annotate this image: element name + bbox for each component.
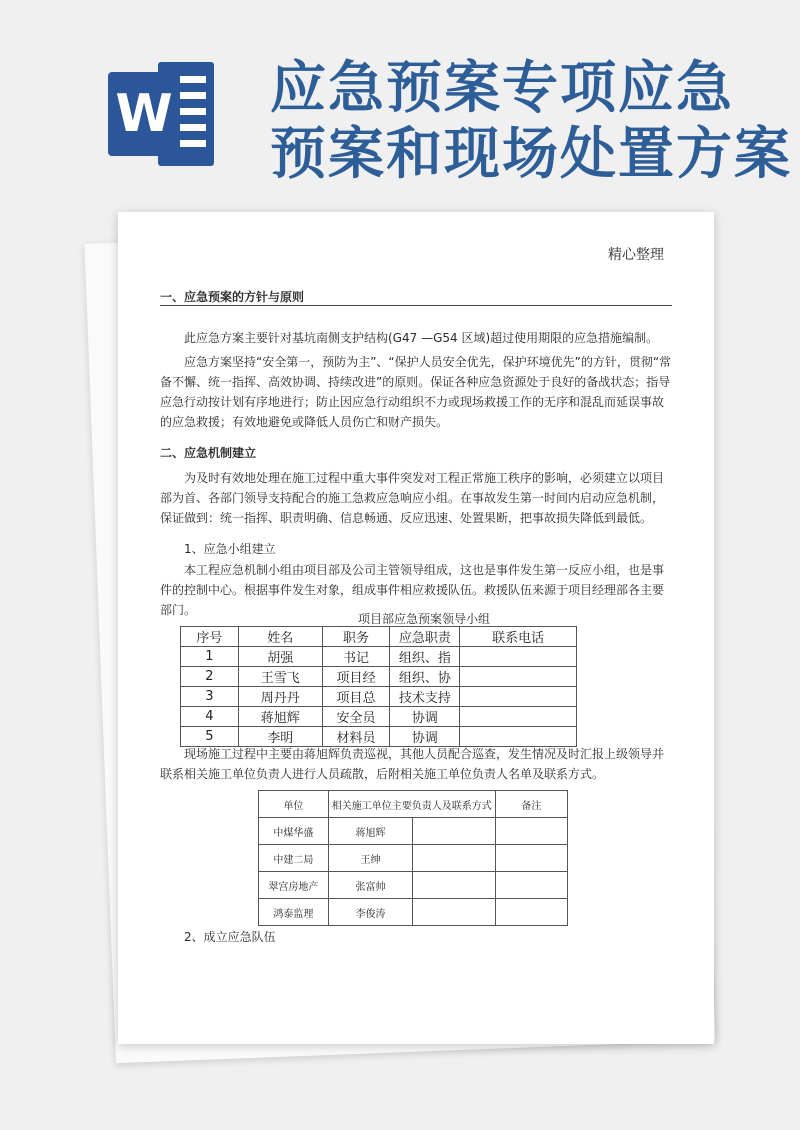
table-cell: [460, 647, 577, 667]
after-table-1-paragraph: 现场施工过程中主要由蒋旭辉负责巡视，其他人员配合巡查，发生情况及时汇报上级领导并联系相关施工单位负责人进行人员疏散，后附相关施工单位负责人名单及联系方式。: [160, 747, 665, 781]
table-cell: 蒋旭辉: [238, 707, 322, 727]
table-row: [259, 899, 568, 926]
table-cell: 蒋旭辉: [328, 818, 413, 845]
table-cell: [495, 845, 567, 872]
contractor-contacts-table: [258, 790, 568, 926]
table-row: [259, 845, 568, 872]
table-cell: 协调: [390, 707, 460, 727]
table-cell: [495, 818, 567, 845]
header-note: 精心整理: [608, 247, 664, 263]
table-cell: 翠宫房地产: [259, 872, 329, 899]
page-line: [178, 140, 206, 147]
table-cell: 鸿泰监理: [259, 899, 329, 926]
page-line: [178, 76, 206, 83]
table-cell: 王雪飞: [238, 667, 322, 687]
subsection-1-heading: 1、应急小组建立: [184, 542, 276, 556]
table-cell: 项目总: [322, 687, 390, 707]
banner-title-line-2: 预案和现场处置方案: [270, 122, 792, 187]
table-cell: [495, 899, 567, 926]
table-cell: 组织、协: [390, 667, 460, 687]
table-cell: 4: [181, 707, 239, 727]
table-cell: [413, 899, 495, 926]
section-1-paragraph-1: 此应急方案主要针对基坑南侧支护结构(G47 —G54 区域)超过使用期限的应急措施编制。: [184, 331, 659, 345]
section-1-paragraph-2: 应急方案坚持“安全第一，预防为主”、“保护人员安全优先，保护环境优先”的方针，贯彻“常备不懈、统一指挥、高效协调、持续改进”的原则。保证各种应急资源处于良好的备战状态；指导应急行动按计划有序地进行；防止因应急行动组织不力或现场救援工作的无序和混乱而延误事故的应急救援；有效地避免或降低人员伤亡和财产损失。: [160, 355, 672, 429]
table-header-cell: 备注: [495, 791, 567, 818]
table-header-cell: 应急职责: [390, 627, 460, 647]
table-row: [181, 687, 577, 707]
table-cell: 技术支持: [390, 687, 460, 707]
table-cell: [460, 687, 577, 707]
table-header-cell: 姓名: [238, 627, 322, 647]
table-cell: [413, 872, 495, 899]
banner: [0, 0, 800, 200]
table-cell: [495, 872, 567, 899]
table-row: [181, 707, 577, 727]
heading-divider: [160, 305, 672, 306]
table-header-cell: 序号: [181, 627, 239, 647]
table-header-cell: 联系电话: [460, 627, 577, 647]
table-header-cell: 相关施工单位主要负责人及联系方式: [328, 791, 495, 818]
table-header-cell: 单位: [259, 791, 329, 818]
section-1-heading: 一、应急预案的方针与原则: [160, 290, 305, 304]
leadership-table: [180, 626, 577, 747]
table-cell: 安全员: [322, 707, 390, 727]
table-cell: [413, 818, 495, 845]
table-cell: 1: [181, 647, 239, 667]
table-row: [259, 818, 568, 845]
word-document-icon: [108, 62, 220, 172]
table-cell: 张富帅: [328, 872, 413, 899]
table-header-cell: 职务: [322, 627, 390, 647]
subsection-2-heading: 2、成立应急队伍: [184, 930, 276, 944]
table-cell: 李俊涛: [328, 899, 413, 926]
subsection-1-paragraph: 本工程应急机制小组由项目部及公司主管领导组成，这也是事件发生第一反应小组，也是事件的控制中心。根据事件发生对象，组成事件相应救援队伍。救援队伍来源于项目经理部各主要部门。: [160, 563, 665, 617]
table-header-row: [181, 627, 577, 647]
table-cell: [460, 667, 577, 687]
page-line: [178, 92, 206, 99]
table-cell: [460, 707, 577, 727]
table-row: [181, 647, 577, 667]
table-cell: 协调: [390, 727, 460, 747]
table-cell: 胡强: [238, 647, 322, 667]
table-cell: 项目经: [322, 667, 390, 687]
table-cell: 组织、指: [390, 647, 460, 667]
table-row: [181, 667, 577, 687]
table-cell: 中煤华盛: [259, 818, 329, 845]
table-1-caption: 项目部应急预案领导小组: [358, 612, 491, 626]
table-cell: 3: [181, 687, 239, 707]
table-cell: 材料员: [322, 727, 390, 747]
table-cell: 李明: [238, 727, 322, 747]
table-cell: 中建二局: [259, 845, 329, 872]
banner-title-line-1: 应急预案专项应急: [270, 56, 734, 121]
table-header-row: [259, 791, 568, 818]
page-line: [178, 124, 206, 131]
table-row: [259, 872, 568, 899]
table-cell: [413, 845, 495, 872]
section-2-paragraph: 为及时有效地处理在施工过程中重大事件突发对工程正常施工秩序的影响，必须建立以项目部为首、各部门领导支持配合的施工急救应急响应小组。在事故发生第一时间内启动应急机制，保证做到：统一指挥、职责明确、信息畅通、反应迅速、处置果断，把事故损失降低到最低。: [160, 471, 665, 525]
table-cell: 周丹丹: [238, 687, 322, 707]
table-cell: 书记: [322, 647, 390, 667]
table-cell: 王绅: [328, 845, 413, 872]
section-2-heading: 二、应急机制建立: [160, 446, 257, 460]
table-cell: 2: [181, 667, 239, 687]
table-cell: 5: [181, 727, 239, 747]
page-line: [178, 108, 206, 115]
word-logo-letter: W: [108, 72, 180, 156]
document-page: [118, 212, 714, 1044]
